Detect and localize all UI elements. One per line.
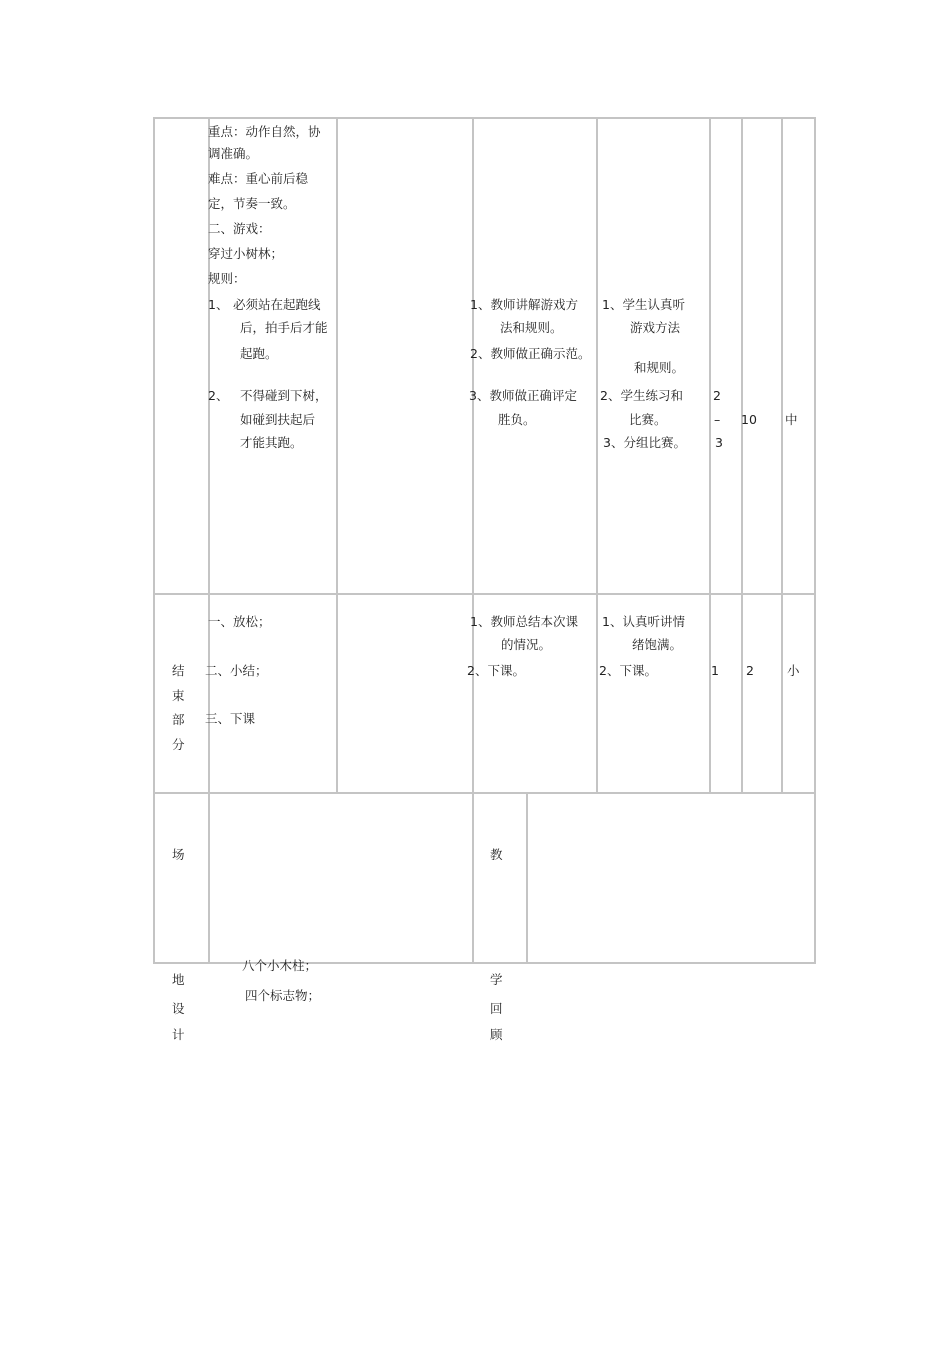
- game-name: 穿过小树林；: [208, 246, 284, 261]
- difficulty-line-2: 定，节奏一致。: [208, 196, 296, 211]
- review-label-char-1: 教: [490, 847, 503, 862]
- venue-label-char-1: 场: [172, 847, 185, 862]
- venue-item-2: 四个标志物；: [245, 988, 321, 1003]
- intensity-column-divider: [781, 117, 783, 794]
- teacher-column-divider: [472, 117, 474, 964]
- table-left-border: [153, 117, 155, 964]
- venue-label-char-3: 设: [172, 1001, 185, 1016]
- teacher-step-1b: 法和规则。: [500, 320, 563, 335]
- end-teacher-1a: 1、教师总结本次课: [470, 614, 578, 629]
- difficulty-line-1: 难点：重心前后稳: [208, 171, 309, 186]
- rules-label: 规则：: [208, 271, 246, 286]
- student-step-1b: 游戏方法: [630, 320, 681, 335]
- end-section-label-char-1: 结: [172, 663, 185, 678]
- teacher-step-2: 2、教师做正确示范。: [470, 346, 591, 361]
- end-student-1a: 1、认真听讲情: [602, 614, 685, 629]
- game-header: 二、游戏：: [208, 221, 271, 236]
- teacher-step-1a: 1、教师讲解游戏方: [470, 297, 578, 312]
- rule-1-number: 1、: [208, 297, 229, 312]
- end-content-1: 一、放松；: [208, 614, 271, 629]
- venue-label-char-4: 计: [172, 1027, 185, 1042]
- key-point-line-2: 调准确。: [208, 146, 259, 161]
- times-value-a: 2: [713, 388, 721, 403]
- table-right-border: [814, 117, 816, 964]
- venue-item-1: 八个小木柱；: [242, 958, 318, 973]
- times-value-c: 3: [715, 435, 723, 450]
- rule-1-line-3: 起跑。: [240, 346, 278, 361]
- rule-2-line-2: 如碰到扶起后: [240, 412, 316, 427]
- end-teacher-2: 2、下课。: [467, 663, 525, 678]
- student-column-divider: [596, 117, 598, 794]
- end-teacher-1b: 的情况。: [501, 637, 552, 652]
- end-section-label-char-4: 分: [172, 737, 185, 752]
- rule-2-line-1: 不得碰到下树，: [240, 388, 328, 403]
- end-times-value: 1: [711, 663, 719, 678]
- teacher-step-3a: 3、教师做正确评定: [469, 388, 577, 403]
- venue-label-char-2: 地: [172, 972, 185, 987]
- student-step-1c: 和规则。: [634, 360, 685, 375]
- student-step-3: 3、分组比赛。: [603, 435, 686, 450]
- review-label-char-2: 学: [490, 972, 503, 987]
- end-intensity-value: 小: [787, 663, 800, 678]
- content-column-divider: [336, 117, 338, 794]
- teacher-step-3b: 胜负。: [498, 412, 536, 427]
- end-minutes-value: 2: [746, 663, 754, 678]
- student-step-1a: 1、学生认真听: [602, 297, 685, 312]
- end-content-2: 二、小结；: [205, 663, 268, 678]
- table-top-border: [153, 117, 816, 119]
- student-step-2a: 2、学生练习和: [600, 388, 683, 403]
- end-content-3: 三、下课: [205, 711, 256, 726]
- end-student-1b: 绪饱满。: [632, 637, 683, 652]
- rule-1-line-2: 后，拍手后才能: [240, 320, 328, 335]
- rule-2-number: 2、: [208, 388, 229, 403]
- intensity-value: 中: [785, 412, 798, 427]
- review-label-char-4: 顾: [490, 1027, 503, 1042]
- end-section-label-char-2: 束: [172, 688, 185, 703]
- minutes-column-divider: [741, 117, 743, 794]
- end-student-2: 2、下课。: [599, 663, 657, 678]
- review-label-divider: [526, 792, 528, 964]
- label-column-divider: [208, 117, 210, 964]
- rule-1-line-1: 必须站在起跑线: [233, 297, 321, 312]
- table-row-divider-1: [153, 593, 816, 595]
- times-column-divider: [709, 117, 711, 794]
- end-section-label-char-3: 部: [172, 712, 185, 727]
- minutes-value: 10: [741, 412, 757, 427]
- review-label-char-3: 回: [490, 1001, 503, 1016]
- key-point-line-1: 重点：动作自然，协: [208, 124, 321, 139]
- times-value-b: –: [714, 412, 721, 427]
- rule-2-line-3: 才能其跑。: [240, 435, 303, 450]
- table-row-divider-2: [153, 792, 816, 794]
- student-step-2b: 比赛。: [629, 412, 667, 427]
